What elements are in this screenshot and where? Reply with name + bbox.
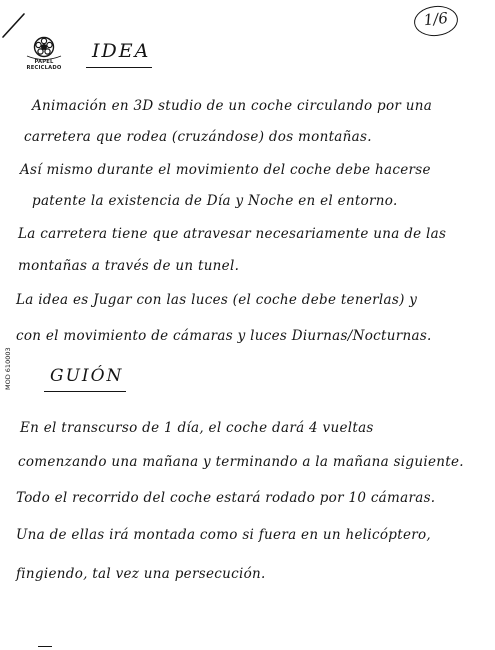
- logo-text: PAPEL RECICLADO: [26, 59, 62, 71]
- idea-line-3: Así mismo durante el movimiento del coche debe hacerse: [20, 162, 431, 178]
- guion-line-4: Una de ellas irá montada como si fuera en un helicóptero,: [16, 527, 432, 543]
- idea-line-6: montañas a través de un tunel.: [18, 258, 240, 274]
- guion-heading-underline: [44, 391, 126, 392]
- side-form-code: MOD 610003: [4, 347, 12, 390]
- corner-pen-stroke: [0, 0, 30, 40]
- page-number: 1/6: [422, 8, 449, 30]
- idea-heading-underline: [86, 67, 152, 68]
- recycled-paper-logo: [22, 36, 66, 72]
- bottom-pen-mark: [38, 646, 52, 647]
- idea-line-5: La carretera tiene que atravesar necesariamente una de las: [18, 226, 447, 242]
- guion-heading: GUIÓN: [50, 366, 124, 386]
- guion-line-1: En el transcurso de 1 día, el coche dará 4 vueltas: [20, 420, 374, 436]
- guion-line-5: fingiendo, tal vez una persecución.: [16, 566, 266, 582]
- recycle-flower-logo-icon: [22, 36, 66, 60]
- idea-line-2: carretera que rodea (cruzándose) dos montañas.: [24, 129, 372, 145]
- idea-line-8: con el movimiento de cámaras y luces Diurnas/Nocturnas.: [16, 328, 432, 344]
- idea-line-7: La idea es Jugar con las luces (el coche debe tenerlas) y: [16, 292, 418, 308]
- idea-line-1: Animación en 3D studio de un coche circulando por una: [32, 98, 433, 114]
- guion-line-2: comenzando una mañana y terminando a la mañana siguiente.: [18, 454, 464, 470]
- page-number-circle: [413, 4, 460, 38]
- idea-heading: IDEA: [92, 40, 151, 62]
- guion-line-3: Todo el recorrido del coche estará rodado por 10 cámaras.: [16, 490, 436, 506]
- idea-line-4: patente la existencia de Día y Noche en el entorno.: [32, 193, 398, 209]
